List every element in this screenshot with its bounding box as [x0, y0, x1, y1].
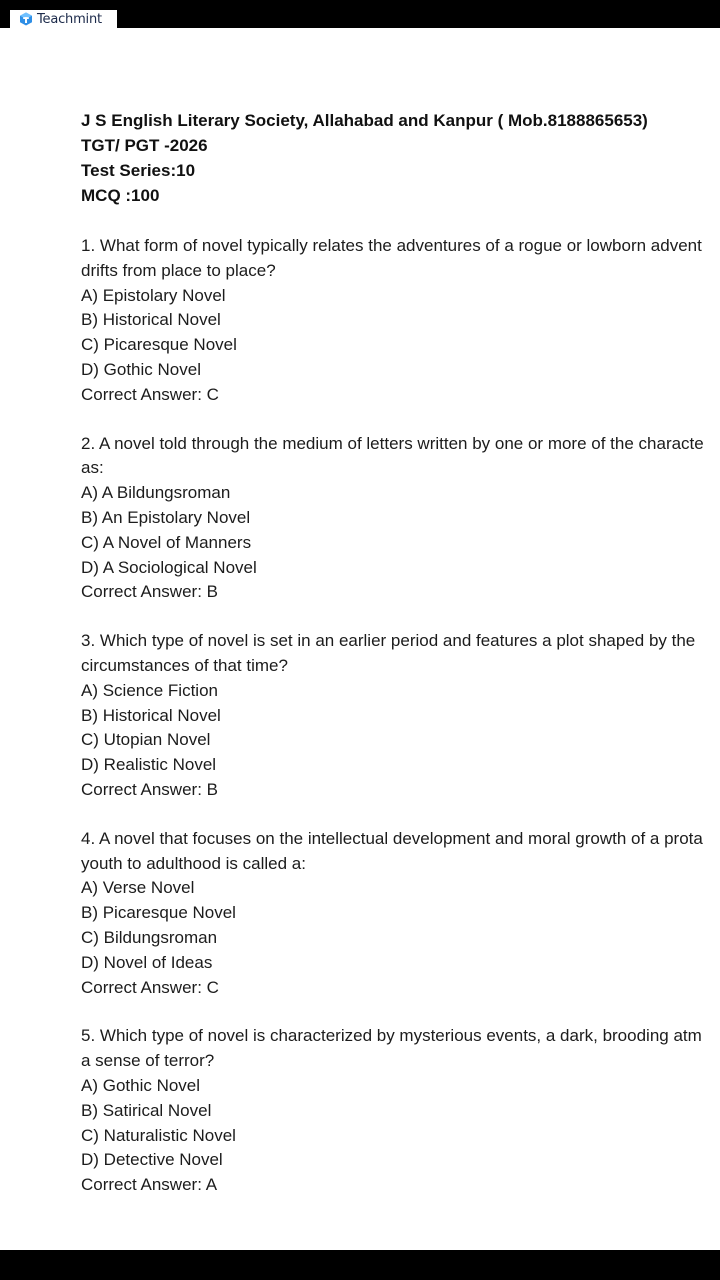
option-c: C) Picaresque Novel [81, 335, 237, 355]
question-text: 5. Which type of novel is characterized by mysterious events, a dark, brooding atm a sense of terror? [81, 1026, 702, 1071]
question-list [81, 234, 720, 1198]
option-b: B) Historical Novel [81, 705, 221, 725]
option-a: A) A Bildungsroman [81, 483, 231, 503]
option-d: D) Gothic Novel [81, 359, 201, 379]
society-title: J S English Literary Society, Allahabad and Kanpur ( Mob.8188865653) [81, 111, 648, 130]
option-d: D) A Sociological Novel [81, 557, 257, 577]
option-c: C) Utopian Novel [81, 730, 211, 750]
option-c: C) Bildungsroman [81, 927, 218, 947]
option-b: B) Historical Novel [81, 310, 221, 330]
option-b: B) Satirical Novel [81, 1100, 212, 1120]
correct-answer: Correct Answer: B [81, 779, 218, 799]
option-a: A) Gothic Novel [81, 1075, 201, 1095]
option-d: D) Detective Novel [81, 1150, 223, 1170]
option-c: C) A Novel of Manners [81, 532, 252, 552]
mcq-count: MCQ :100 [81, 186, 160, 205]
option-d: D) Novel of Ideas [81, 952, 213, 972]
test-series: Test Series:10 [81, 161, 196, 180]
question-text: 4. A novel that focuses on the intellectual development and moral growth of a prota youth to adulthood is called a: [81, 828, 703, 873]
question-item [81, 234, 720, 408]
question-item [81, 629, 720, 803]
correct-answer: Correct Answer: C [81, 384, 219, 404]
option-a: A) Science Fiction [81, 680, 218, 700]
correct-answer: Correct Answer: A [81, 1175, 218, 1195]
option-a: A) Verse Novel [81, 878, 195, 898]
correct-answer: Correct Answer: C [81, 977, 219, 997]
brand-logo [10, 10, 117, 28]
bottom-bar [0, 1250, 720, 1280]
option-b: B) Picaresque Novel [81, 903, 236, 923]
brand-name: Teachmint [37, 11, 102, 27]
document-header [81, 108, 720, 208]
option-b: B) An Epistolary Novel [81, 507, 251, 527]
teachmint-logo-icon [19, 12, 33, 26]
question-item [81, 1024, 720, 1198]
question-item [81, 827, 720, 1001]
document-page [81, 108, 720, 1198]
question-item [81, 432, 720, 606]
option-d: D) Realistic Novel [81, 755, 217, 775]
option-a: A) Epistolary Novel [81, 285, 226, 305]
question-text: 2. A novel told through the medium of letters written by one or more of the characte as: [81, 433, 704, 478]
option-c: C) Naturalistic Novel [81, 1125, 236, 1145]
question-text: 3. Which type of novel is set in an earlier period and features a plot shaped by the circumstances of that time? [81, 631, 696, 675]
correct-answer: Correct Answer: B [81, 582, 218, 602]
exam-name: TGT/ PGT -2026 [81, 136, 208, 155]
question-text: 1. What form of novel typically relates the adventures of a rogue or lowborn advent drifts from place to place? [81, 236, 702, 280]
